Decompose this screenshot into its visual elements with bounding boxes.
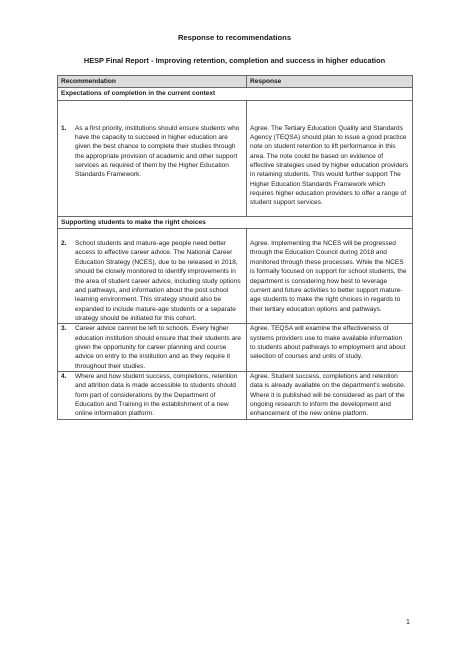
section-heading-row — [58, 88, 413, 100]
header-recommendation: Recommendation — [58, 76, 247, 88]
response-cell: Agree. The Tertiary Education Quality and Standards Agency (TEQSA) should plan to issue a good practice note on student retention to lift performance in this area. The note could be based on evidence of effective strategies used by higher education providers in retaining students. This would further support The Higher Education Standards Framework which requires higher education providers to offer a range of student support services. — [247, 100, 413, 216]
section-heading: Expectations of completion in the current context — [58, 88, 413, 100]
recommendation-cell — [58, 371, 247, 419]
page-number: 1 — [406, 619, 410, 626]
header-response: Response — [247, 76, 413, 88]
document-title: Response to recommendations — [177, 33, 292, 42]
recommendation-text: As a first priority, institutions should ensure students who have the capacity to succeed in higher education are given the best chance to complete their studies through the appropriate provision of academic and other support services as required of them by the Higher Education Standards Framework. — [75, 124, 240, 179]
recommendations-table — [57, 75, 413, 420]
recommendation-cell — [58, 324, 247, 372]
table-row — [58, 324, 413, 372]
recommendation-text: School students and mature-age people need better access to effective career advice. The National Career Education Strategy (NCES), due to be released in 2018, should be closely monitored to identify improvements in the area of student career advice, including study options and pathways, and information about the post school learning environment. This strategy should also be expanded to include mature-age students or a separate strategy should be initiated for this cohort. — [75, 240, 241, 322]
section-heading: Supporting students to make the right choices — [58, 216, 413, 228]
response-cell: Agree. TEQSA will examine the effectiveness of systems providers use to make available information to students about pathways to employment and about selection of courses and units of study. — [247, 324, 413, 372]
table-row — [58, 371, 413, 419]
recommendation-text: Career advice cannot be left to schools. Every higher education institution should ensure that their students are given the opportunity for career planning and course advice on entry to the institution and as they require it throughout their studies. — [75, 325, 241, 370]
recommendation-number: 3. — [61, 325, 67, 333]
document-subtitle: HESP Final Report - Improving retention, completion and success in higher education — [83, 56, 386, 65]
recommendation-number: 4. — [61, 372, 67, 380]
recommendation-cell — [58, 229, 247, 324]
recommendation-number: 2. — [61, 240, 67, 248]
table-header-row — [58, 76, 413, 88]
table-row — [58, 100, 413, 216]
recommendation-number: 1. — [61, 124, 67, 132]
recommendation-cell — [58, 100, 247, 216]
response-cell: Agree. Student success, completions and retention data is already available on the department's website. Where it is published will be considered as part of the ongoing research to inform the development and enhancement of the new online platform. — [247, 371, 413, 419]
response-cell: Agree. Implementing the NCES will be progressed through the Education Council during 2018 and monitored through these processes. While the NCES is formally focused on support for school students, the department is considering how best to leverage current and future activities to better support mature-age students to make the right choices in regards to their tertiary education options and pathways. — [247, 229, 413, 324]
recommendation-text: Where and how student success, completions, retention and attrition data is made accessible to students should form part of considerations by the Department of Education and Training in the establishment of a new online information platform. — [75, 372, 238, 418]
table-row — [58, 229, 413, 324]
section-heading-row — [58, 216, 413, 228]
